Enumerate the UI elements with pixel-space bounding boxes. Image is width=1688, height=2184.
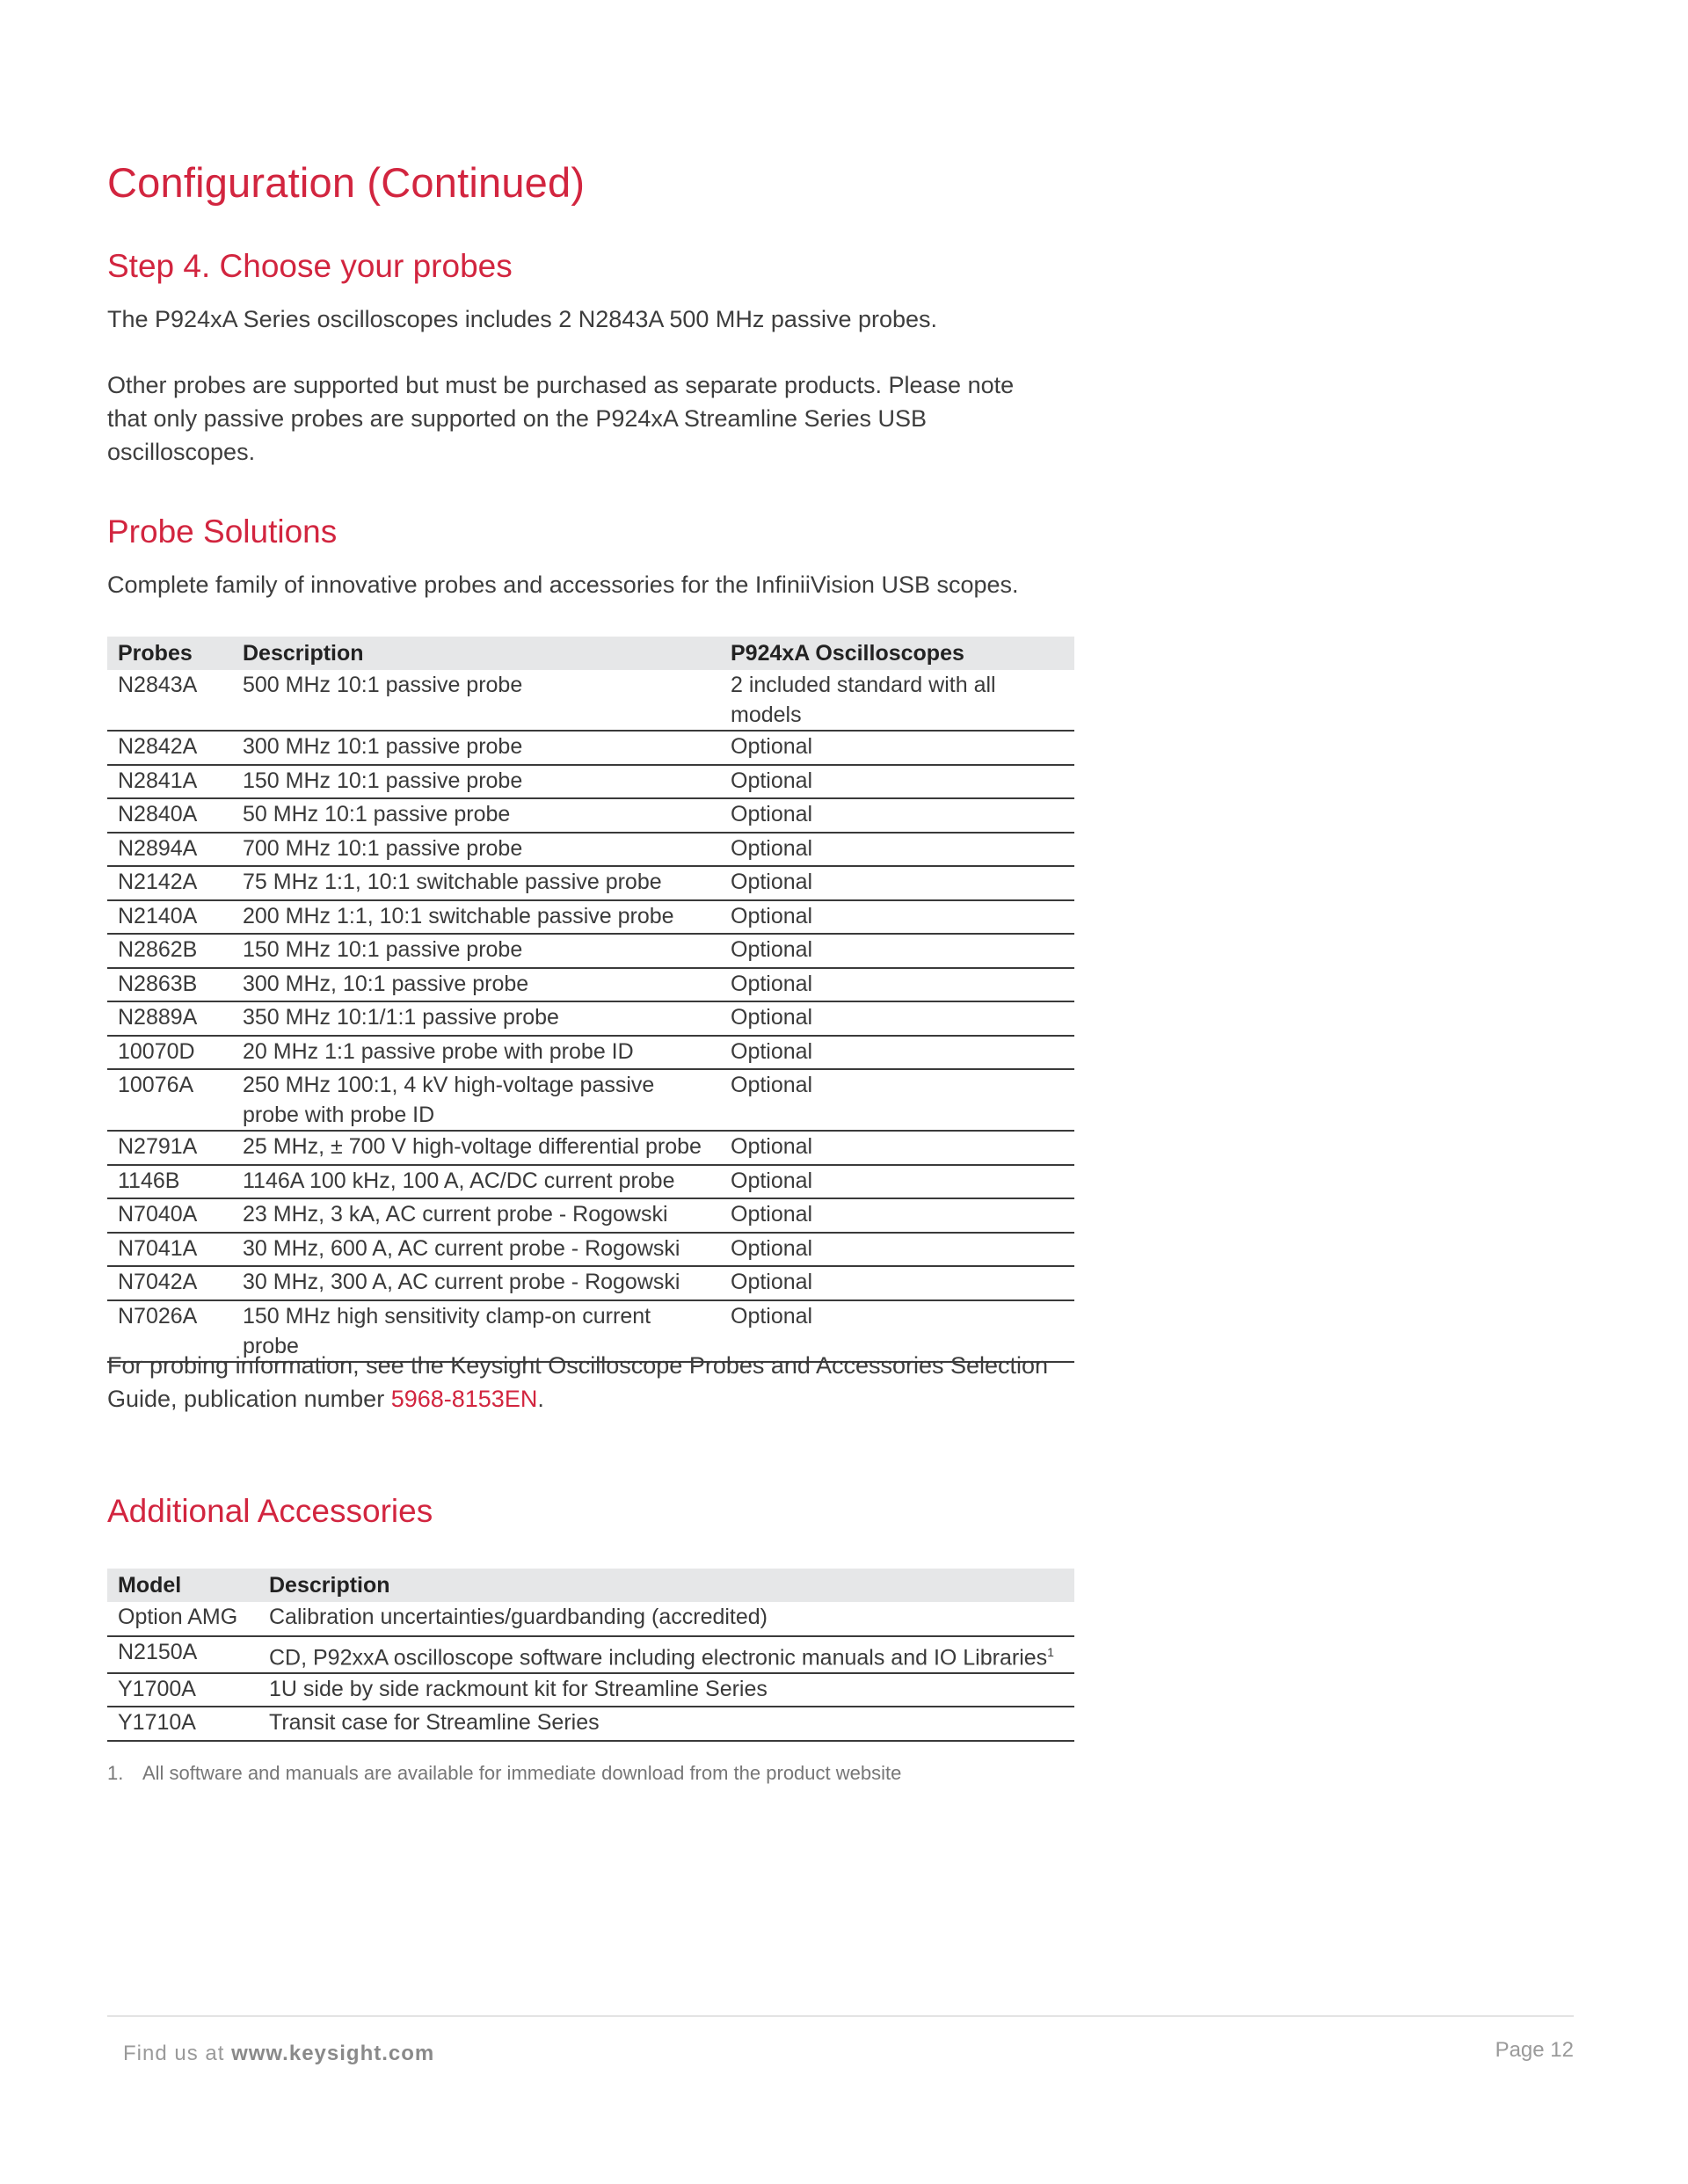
probe-availability-cell: Optional [720,1233,1074,1267]
accessory-model-cell [107,1636,258,1673]
probe-availability-cell: Optional [720,1198,1074,1233]
probe-solutions-heading: Probe Solutions [107,513,338,550]
probe-description-cell: 23 MHz, 3 kA, AC current probe - Rogowski [232,1198,720,1233]
probe-model-cell: N7040A [107,1198,232,1233]
probe-description-cell: 75 MHz 1:1, 10:1 switchable passive probe [232,866,720,900]
probe-description-cell: 20 MHz 1:1 passive probe with probe ID [232,1036,720,1070]
table-row [107,1233,1074,1267]
step4-paragraph-1: The P924xA Series oscilloscopes includes 2 N2843A 500 MHz passive probes. [107,306,938,332]
table-row [107,1673,1074,1707]
column-header-accessory-description: Description [258,1569,1074,1602]
probe-availability-cell: Optional [720,765,1074,799]
probe-model-cell: N2863B [107,968,232,1002]
footnote-text: All software and manuals are available for immediate download from the product website [142,1762,902,1784]
accessories-table [107,1569,1074,1742]
accessory-description-cell [258,1636,1074,1673]
probe-availability-cell: Optional [720,1131,1074,1165]
probe-availability-cell: Optional [720,1001,1074,1036]
probe-model-cell: N2791A [107,1131,232,1165]
probe-model-cell: N2142A [107,866,232,900]
cell-text: Y1710A [118,1710,196,1736]
column-header-probes: Probes [107,637,232,670]
footer-find-us-text: Find us at [123,2042,232,2065]
probe-description-cell: 1146A 100 kHz, 100 A, AC/DC current probe [232,1165,720,1199]
probe-description-cell: 150 MHz high sensitivity clamp-on current probe [232,1300,720,1362]
cell-text: Y1700A [118,1676,196,1701]
probe-model-cell: N2889A [107,1001,232,1036]
probe-model-cell: N7026A [107,1300,232,1362]
probe-description-cell: 150 MHz 10:1 passive probe [232,765,720,799]
accessory-description-cell [258,1602,1074,1636]
probe-model-cell: 1146B [107,1165,232,1199]
table-row [107,731,1074,765]
probe-description-cell: 150 MHz 10:1 passive probe [232,934,720,968]
page-title: Configuration (Continued) [107,159,586,206]
probe-description-cell: 350 MHz 10:1/1:1 passive probe [232,1001,720,1036]
probe-description-cell: 300 MHz 10:1 passive probe [232,731,720,765]
probe-availability-cell: Optional [720,731,1074,765]
table-row [107,1636,1074,1673]
table-row [107,900,1074,935]
probe-description-cell: 25 MHz, ± 700 V high-voltage differential probe [232,1131,720,1165]
table-row [107,1001,1074,1036]
probe-availability-cell: Optional [720,1165,1074,1199]
cell-text: Option AMG [118,1605,238,1629]
table-row [107,833,1074,867]
probe-model-cell: 10070D [107,1036,232,1070]
probe-availability-cell: Optional [720,798,1074,833]
probe-description-cell: 200 MHz 1:1, 10:1 switchable passive probe [232,900,720,935]
accessory-model-cell [107,1673,258,1707]
probe-description-cell: 30 MHz, 300 A, AC current probe - Rogowski [232,1266,720,1300]
probe-model-cell: N7042A [107,1266,232,1300]
probe-description-cell: 500 MHz 10:1 passive probe [232,670,720,731]
footnote [107,1762,901,1785]
table-row [107,1036,1074,1070]
probe-description-cell: 300 MHz, 10:1 passive probe [232,968,720,1002]
footer-divider [107,2015,1574,2017]
table-row [107,1165,1074,1199]
probe-model-cell: N7041A [107,1233,232,1267]
probe-availability-cell: 2 included standard with all models [720,670,1074,731]
cell-text: CD, P92xxA oscilloscope software including electronic manuals and IO Libraries [269,1644,1048,1670]
table-row [107,1069,1074,1131]
probe-model-cell: N2840A [107,798,232,833]
table-row [107,670,1074,731]
probe-availability-cell: Optional [720,1300,1074,1362]
cell-text: N2150A [118,1639,198,1664]
probe-availability-cell: Optional [720,1069,1074,1131]
probe-model-cell: N2842A [107,731,232,765]
probe-availability-cell: Optional [720,968,1074,1002]
accessory-model-cell [107,1602,258,1636]
probe-model-cell: N2140A [107,900,232,935]
probe-availability-cell: Optional [720,900,1074,935]
table-row [107,968,1074,1002]
footer-find-us [123,2042,434,2066]
probe-solutions-intro: Complete family of innovative probes and accessories for the InfiniiVision USB scopes. [107,571,1019,598]
probe-description-cell: 30 MHz, 600 A, AC current probe - Rogowski [232,1233,720,1267]
probe-availability-cell: Optional [720,833,1074,867]
cell-text: Transit case for Streamline Series [269,1710,600,1736]
table-row [107,1131,1074,1165]
step4-paragraph-2: Other probes are supported but must be purchased as separate products. Please note that only passive probes are supported on the P924xA Streamline Series USB oscilloscopes. [107,372,1015,465]
probe-model-cell: N2894A [107,833,232,867]
probe-availability-cell: Optional [720,866,1074,900]
additional-accessories-heading: Additional Accessories [107,1493,433,1529]
table-row [107,798,1074,833]
probe-availability-cell: Optional [720,934,1074,968]
probe-table-header [107,637,1074,670]
cell-text: Calibration uncertainties/guardbanding (accredited) [269,1605,768,1629]
accessory-model-cell [107,1707,258,1741]
step4-heading: Step 4. Choose your probes [107,248,513,284]
accessories-table-header [107,1569,1074,1602]
table-row [107,1198,1074,1233]
probe-description-cell: 50 MHz 10:1 passive probe [232,798,720,833]
probe-description-cell: 250 MHz 100:1, 4 kV high-voltage passive probe with probe ID [232,1069,720,1131]
probing-info [107,1349,1083,1416]
probe-model-cell: N2862B [107,934,232,968]
table-row [107,866,1074,900]
table-row [107,934,1074,968]
column-header-model: Model [107,1569,258,1602]
probe-table [107,637,1074,1363]
table-row [107,1602,1074,1636]
probe-availability-cell: Optional [720,1036,1074,1070]
probing-info-period: . [537,1386,544,1412]
page-number: Page 12 [1495,2038,1574,2062]
probing-info-text: For probing information, see the Keysight Oscilloscope Probes and Accessories Selection Guide, publication number [107,1352,1049,1412]
column-header-oscilloscopes: P924xA Oscilloscopes [720,637,1074,670]
table-row [107,1707,1074,1741]
footnote-number: 1. [107,1762,124,1784]
footnote-reference: 1 [1047,1644,1054,1659]
probe-model-cell: N2843A [107,670,232,731]
probe-model-cell: N2841A [107,765,232,799]
table-row [107,765,1074,799]
column-header-description: Description [232,637,720,670]
accessory-description-cell [258,1707,1074,1741]
footer-website-link[interactable]: www.keysight.com [231,2042,435,2065]
probe-availability-cell: Optional [720,1266,1074,1300]
table-row [107,1266,1074,1300]
accessory-description-cell [258,1673,1074,1707]
publication-link[interactable]: 5968-8153EN [390,1386,538,1412]
cell-text: 1U side by side rackmount kit for Streamline Series [269,1676,768,1701]
probe-model-cell: 10076A [107,1069,232,1131]
probe-description-cell: 700 MHz 10:1 passive probe [232,833,720,867]
